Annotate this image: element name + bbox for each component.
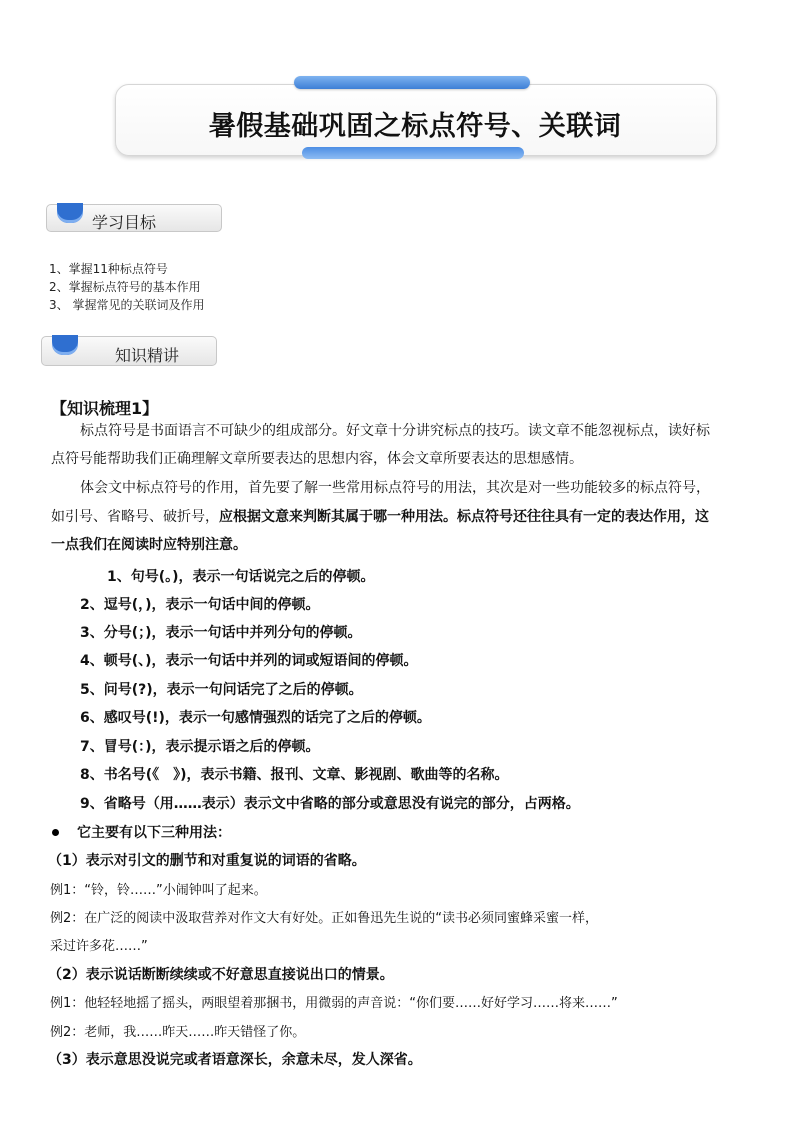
list-item: 7、冒号(：)，表示提示语之后的停顿。 [80, 739, 320, 755]
banner-decoration-top [294, 76, 530, 89]
list-item: 9、省略号（用……表示）表示文中省略的部分或意思没有说完的部分，占两格。 [80, 796, 580, 812]
knowledge-heading: 【知识梳理1】 [51, 399, 159, 418]
paragraph-text: 如引号、省略号、破折号， [51, 509, 219, 525]
paragraph-line: 点符号能帮助我们正确理解文章所要表达的思想内容，体会文章所要表达的思想感情。 [51, 451, 583, 467]
example-text: 例2：老师，我……昨天……昨天错怪了你。 [50, 1025, 306, 1040]
usage-heading-2: （2）表示说话断断续续或不好意思直接说出口的情景。 [48, 967, 394, 983]
example-text: 例2：在广泛的阅读中汲取营养对作文大有好处。正如鲁迅先生说的“读书必须同蜜蜂采蜜一样， [50, 911, 599, 926]
list-item: 1、句号(。)，表示一句话说完之后的停顿。 [107, 569, 375, 585]
page-title: 暑假基础巩固之标点符号、关联词 [208, 111, 622, 142]
usage-heading-3: （3）表示意思没说完或者语意深长，余意未尽，发人深省。 [48, 1052, 422, 1068]
example-text: 例1：他轻轻地摇了摇头，两眼望着那捆书，用微弱的声音说：“你们要……好好学习……将来……” [50, 996, 618, 1011]
list-item: 2、逗号(，)，表示一句话中间的停顿。 [80, 597, 320, 613]
list-item: 5、问号(?)，表示一句问话完了之后的停顿。 [80, 682, 363, 698]
section-tab-icon [52, 335, 78, 355]
paragraph-line [51, 503, 709, 531]
banner-decoration-bottom [302, 147, 524, 159]
usage-heading: 它主要有以下三种用法： [77, 825, 231, 841]
list-item: 4、顿号(、)，表示一句话中并列的词或短语间的停顿。 [80, 653, 418, 669]
example-text: 例1：“铃，铃……”小闹钟叫了起来。 [50, 883, 267, 898]
list-item: 3、分号(；)，表示一句话中并列分句的停顿。 [80, 625, 362, 641]
goal-item: 2、掌握标点符号的基本作用 [49, 280, 201, 294]
list-item: 8、书名号(《 》)，表示书籍、报刊、文章、影视剧、歌曲等的名称。 [80, 767, 509, 783]
example-text: 采过许多花……” [50, 939, 148, 954]
list-item: 6、感叹号(!)，表示一句感情强烈的话完了之后的停顿。 [80, 710, 431, 726]
paragraph-line: 体会文中标点符号的作用，首先要了解一些常用标点符号的用法，其次是对一些功能较多的标点符号， [80, 480, 710, 496]
paragraph-line: 标点符号是书面语言不可缺少的组成部分。好文章十分讲究标点的技巧。读文章不能忽视标点，读好标 [80, 423, 710, 439]
goal-item: 3、 掌握常见的关联词及作用 [49, 298, 205, 312]
paragraph-bold-text: 应根据文意来判断其属于哪一种用法。标点符号还往往具有一定的表达作用，这 [219, 509, 709, 525]
usage-heading-1: （1）表示对引文的删节和对重复说的词语的省略。 [48, 853, 366, 869]
goal-item: 1、掌握11种标点符号 [49, 262, 168, 276]
section-tab-icon [57, 203, 83, 223]
section-label-knowledge: 知识精讲 [115, 346, 180, 365]
bullet-icon [52, 829, 59, 836]
section-label-goals: 学习目标 [92, 213, 157, 232]
paragraph-line: 一点我们在阅读时应特别注意。 [51, 537, 247, 553]
